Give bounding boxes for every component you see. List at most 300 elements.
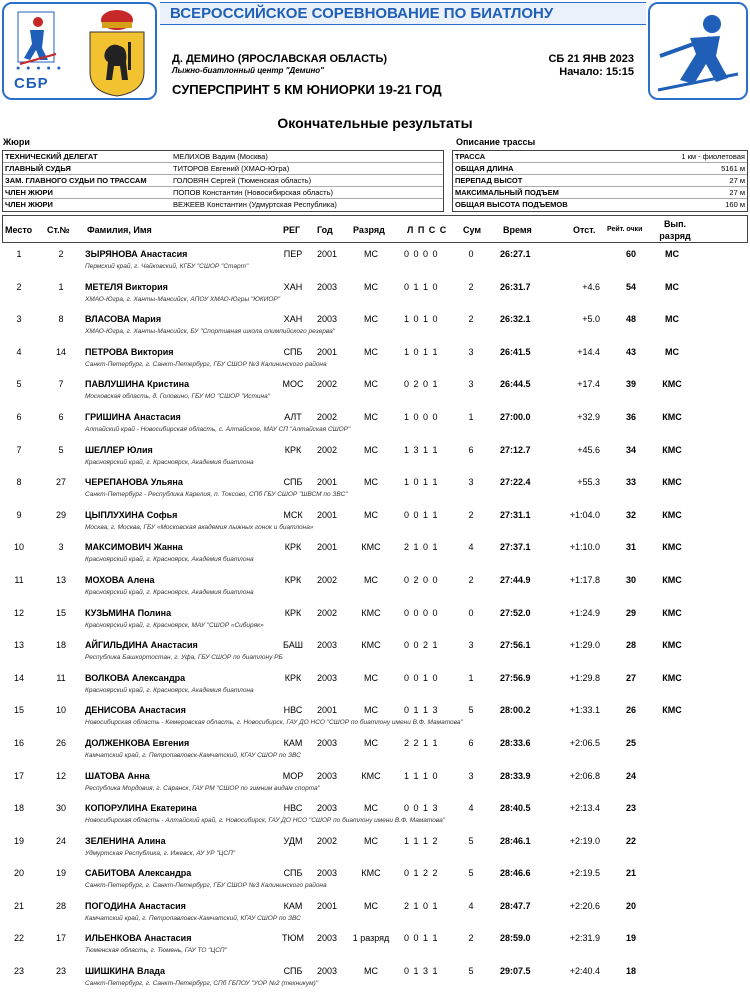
rank-cell: КМС [361,607,381,618]
place-cell: 12 [13,607,24,618]
place-cell: 6 [16,411,22,422]
track-value: 27 м [729,188,745,197]
athlete-name: ИЛЬЕНКОВА Анастасия [85,933,192,944]
place-cell: 22 [13,933,24,944]
place-cell: 9 [16,509,22,520]
shooting-cell: 1 3 1 1 [404,444,439,455]
behind-cell: +1:33.1 [569,705,600,716]
bib-cell: 6 [58,411,64,422]
place-cell: 7 [16,444,22,455]
points-cell: 23 [625,803,636,814]
shooting-cell: 1 0 1 1 [404,477,439,488]
behind-cell: +2:06.8 [569,770,600,781]
penalty-sum-cell: 1 [468,411,474,422]
region-cell: МОС [282,379,304,390]
shooting-cell: 0 1 1 0 [404,281,439,292]
points-cell: 29 [625,607,636,618]
points-cell: 26 [625,705,636,716]
athlete-name: КОПОРУЛИНА Екатерина [85,803,197,814]
athlete-name: КУЗЬМИНА Полина [85,607,172,618]
rank-cell: МС [364,411,378,422]
shooting-cell: 0 1 1 3 [404,705,439,716]
organization: Камчатский край, г. Петропавловск-Камчатский, КГАУ СШОР по ЗВС [85,751,301,759]
achieved-rank-cell: КМС [662,444,682,455]
time-cell: 26:27.1 [500,249,531,259]
sbr-logo-text: СБР [14,75,49,92]
region-cell: КАМ [283,737,303,748]
behind-cell: +5.0 [582,314,600,325]
rank-cell: МС [364,249,378,259]
region-cell: КРК [284,542,302,553]
year-cell: 2002 [316,607,338,618]
penalty-sum-cell: 5 [468,705,474,716]
organization: Санкт-Петербург, г. Санкт-Петербург, ГБУ СШОР №3 Калининского района [85,360,327,368]
year-cell: 2003 [316,314,338,325]
athlete-name: ПОГОДИНА Анастасия [85,900,186,911]
year-cell: 2002 [316,444,338,455]
rank-cell: КМС [361,770,381,781]
rank-cell: МС [364,672,378,683]
penalty-sum-cell: 4 [468,803,474,814]
points-cell: 21 [625,868,636,879]
year-cell: 2002 [316,835,338,846]
region-cell: КРК [284,607,302,618]
jury-label: Жюри [3,137,30,147]
place-cell: 23 [13,966,24,977]
table-row [0,732,750,765]
penalty-sum-cell: 4 [468,542,474,553]
year-cell: 2003 [316,281,338,292]
track-value: 5161 м [721,164,745,173]
penalty-sum-cell: 3 [468,346,474,357]
federation-logo [2,2,157,100]
penalty-sum-cell: 2 [468,314,474,325]
bib-cell: 13 [55,574,66,585]
time-cell: 26:32.1 [500,314,531,325]
bib-cell: 7 [58,379,64,390]
place-cell: 15 [13,705,24,716]
place-cell: 19 [13,835,24,846]
athlete-name: ДЕНИСОВА Анастасия [85,705,186,716]
col-bib: Ст.№ [47,225,70,235]
bib-cell: 17 [55,933,66,944]
rank-cell: МС [364,574,378,585]
year-cell: 2002 [316,574,338,585]
year-cell: 2001 [316,542,338,553]
organization: Московская область, д. Головино, ГБУ МО "СШОР "Истина" [85,393,271,401]
shooting-cell: 0 1 2 2 [404,868,439,879]
col-year: Год [317,225,333,235]
time-cell: 29:07.5 [500,966,531,977]
behind-cell: +4.6 [582,281,600,292]
shooting-cell: 1 0 1 1 [404,346,439,357]
achieved-rank-cell: МС [665,346,679,357]
organization: ХМАО-Югра, г. Ханты-Мансийск, БУ "Спортивная школа олимпийского резерва" [85,328,335,336]
rank-cell: МС [364,705,378,716]
shooting-cell: 0 0 0 0 [404,249,439,259]
organization: Красноярский край, г. Красноярск, Академия биатлона [85,588,254,596]
rank-cell: МС [364,477,378,488]
results-table-body [0,243,750,993]
penalty-sum-cell: 0 [468,607,474,618]
yaroslavl-coat-of-arms-icon [82,6,152,98]
rank-cell: МС [364,314,378,325]
points-cell: 34 [625,444,636,455]
region-cell: ХАН [283,314,303,325]
year-cell: 2002 [316,411,338,422]
time-cell: 28:33.6 [500,737,531,748]
behind-cell: +17.4 [577,379,600,390]
year-cell: 2001 [316,249,338,259]
region-cell: КАМ [283,900,303,911]
athlete-name: ПЕТРОВА Виктория [85,346,174,357]
region-cell: КРК [284,444,302,455]
place-cell: 20 [13,868,24,879]
table-row [0,243,750,276]
athlete-name: ЦЫПЛУХИНА Софья [85,509,178,520]
place-cell: 1 [16,249,22,259]
table-row [0,276,750,309]
shooting-cell: 2 1 0 1 [404,900,439,911]
region-cell: ТЮМ [281,933,305,944]
table-row [0,765,750,798]
year-cell: 2003 [316,803,338,814]
year-cell: 2003 [316,640,338,651]
behind-cell: +1:29.8 [569,672,600,683]
competition-title-bar [160,2,646,24]
place-cell: 3 [16,314,22,325]
place-cell: 11 [14,574,24,585]
year-cell: 2003 [316,770,338,781]
place-cell: 14 [13,672,24,683]
shooting-cell: 0 1 3 1 [404,966,439,977]
penalty-sum-cell: 4 [468,900,474,911]
time-cell: 26:31.7 [500,281,531,292]
track-value: 1 км - фиолетовая [681,152,745,161]
bib-cell: 15 [55,607,66,618]
points-cell: 48 [625,314,636,325]
organization: Тюменская область, г. Тюмень, ГАУ ТО "ЦСП" [85,947,227,955]
bib-cell: 3 [58,542,64,553]
table-row [0,830,750,863]
biathlon-logo [648,2,748,100]
region-cell: НВС [283,705,303,716]
points-cell: 54 [625,281,636,292]
venue: Д. ДЕМИНО (ЯРОСЛАВСКАЯ ОБЛАСТЬ) [172,53,388,65]
time-cell: 28:00.2 [500,705,531,716]
athlete-name: ШЕЛЛЕР Юлия [85,444,153,455]
year-cell: 2001 [316,477,338,488]
rank-cell: МС [364,509,378,520]
bib-cell: 26 [55,737,66,748]
penalty-sum-cell: 2 [468,574,474,585]
rank-cell: МС [364,346,378,357]
behind-cell: +32.9 [577,411,600,422]
bib-cell: 8 [58,314,64,325]
region-cell: СПБ [283,477,303,488]
year-cell: 2003 [316,737,338,748]
track-value: 160 м [725,200,745,209]
track-row [453,163,747,175]
organization: Новосибирская область - Кемеровская область, г. Новосибирск, ГАУ ДО НСО "СШОР по биатлону имени В.Ф. Маматова" [85,719,463,727]
time-cell: 27:00.0 [500,411,531,422]
table-row [0,634,750,667]
table-row [0,862,750,895]
time-cell: 27:37.1 [500,542,531,553]
penalty-sum-cell: 3 [468,379,474,390]
behind-cell: +1:17.8 [569,574,600,585]
penalty-sum-cell: 2 [468,281,474,292]
bib-cell: 29 [55,509,66,520]
jury-name: ТИТОРОВ Евгений (ХМАО-Югра) [173,164,290,173]
bib-cell: 12 [55,770,66,781]
behind-cell: +2:31.9 [569,933,600,944]
achieved-rank-cell: КМС [662,477,682,488]
jury-row [3,175,443,187]
race-date: СБ 21 ЯНВ 2023 [548,53,634,65]
region-cell: СПБ [283,868,303,879]
jury-role: ГЛАВНЫЙ СУДЬЯ [5,164,71,173]
year-cell: 2003 [316,966,338,977]
col-place: Место [5,225,33,235]
behind-cell: +1:10.0 [569,542,600,553]
shooting-cell: 1 0 0 0 [404,411,439,422]
penalty-sum-cell: 1 [468,672,474,683]
year-cell: 2003 [316,868,338,879]
col-points: Рейт. очки [607,226,643,233]
region-cell: КРК [284,672,302,683]
col-sum: Сум [463,225,482,235]
table-row [0,699,750,732]
achieved-rank-cell: КМС [662,542,682,553]
jury-name: ГОЛОВЯН Сергей (Тюменская область) [173,176,312,185]
track-table [452,150,748,212]
shooting-cell: 0 2 0 0 [404,574,439,585]
col-time: Время [503,225,532,235]
behind-cell: +2:19.0 [569,835,600,846]
athlete-name: ШИШКИНА Влада [85,966,165,977]
organization: Республика Мордовия, г. Саранск, ГАУ РМ "СШОР по зимним видам спорта" [85,784,320,792]
table-row [0,895,750,928]
track-key: МАКСИМАЛЬНЫЙ ПОДЪЕМ [455,188,559,197]
track-label: Описание трассы [456,137,536,147]
behind-cell: +2:06.5 [569,737,600,748]
time-cell: 28:59.0 [500,933,531,944]
track-row [453,151,747,163]
bib-cell: 24 [55,835,66,846]
behind-cell: +1:29.0 [569,640,600,651]
behind-cell: +1:24.9 [569,607,600,618]
table-row [0,797,750,830]
shooting-cell: 0 0 0 0 [404,607,439,618]
col-achieved: Вып. разряд [659,219,691,241]
organization: Алтайский край - Новосибирская область, с. Алтайское, МАУ СП "Алтайская СШОР" [85,425,351,433]
jury-role: ЧЛЕН ЖЮРИ [5,188,53,197]
bib-cell: 18 [55,640,66,651]
athlete-name: ДОЛЖЕНКОВА Евгения [85,737,190,748]
place-cell: 10 [13,542,24,553]
venue-center: Лыжно-биатлонный центр "Демино" [172,66,324,75]
region-cell: АЛТ [284,411,302,422]
organization: Санкт-Петербург, г. Санкт-Петербург, СПб ГБПОУ "УОР №2 (техникум)" [85,980,319,988]
behind-cell: +45.6 [577,444,600,455]
organization: Москва, г. Москва, ГБУ «Московская академия лыжных гонок и биатлона» [85,523,314,531]
athlete-name: ПАВЛУШИНА Кристина [85,379,190,390]
shooting-cell: 0 0 1 3 [404,803,439,814]
region-cell: СПБ [283,346,303,357]
time-cell: 28:47.7 [500,900,531,911]
rank-cell: МС [364,444,378,455]
organization: Красноярский край, г. Красноярск, МАУ "СШОР «Сибиряк» [85,621,264,629]
points-cell: 28 [625,640,636,651]
jury-name: МЕЛИХОВ Вадим (Москва) [173,152,268,161]
table-row [0,341,750,374]
athlete-name: ВОЛКОВА Александра [85,672,186,683]
place-cell: 8 [16,477,22,488]
table-row [0,308,750,341]
organization: Санкт-Петербург - Республика Карелия, п. Токсово, СПб ГБУ СШОР "ШВСМ по ЗВС" [85,491,348,499]
time-cell: 26:41.5 [500,346,531,357]
penalty-sum-cell: 0 [468,249,474,259]
points-cell: 31 [625,542,636,553]
penalty-sum-cell: 5 [468,868,474,879]
bib-cell: 5 [58,444,64,455]
time-cell: 27:52.0 [500,607,531,618]
region-cell: МОР [282,770,304,781]
table-row [0,471,750,504]
organization: Камчатский край, г. Петропавловск-Камчатский, КГАУ СШОР по ЗВС [85,914,301,922]
rank-cell: МС [364,281,378,292]
organization: Красноярский край, г. Красноярск, Академия биатлона [85,556,254,564]
year-cell: 2001 [316,346,338,357]
achieved-rank-cell: КМС [662,509,682,520]
track-key: ОБЩАЯ ВЫСОТА ПОДЪЕМОВ [455,200,568,209]
jury-name: ВЕЖЕЕВ Константин (Удмуртская Республика) [173,200,337,209]
time-cell: 27:44.9 [500,574,531,585]
achieved-rank-cell: МС [665,249,679,259]
title-divider [160,24,646,25]
shooting-cell: 2 2 1 1 [404,737,439,748]
points-cell: 24 [625,770,636,781]
jury-role: ЧЛЕН ЖЮРИ [5,200,53,209]
region-cell: БАШ [283,640,303,651]
track-row [453,175,747,187]
bib-cell: 2 [58,249,64,259]
region-cell: МСК [283,509,303,520]
table-row [0,927,750,960]
shooting-cell: 0 0 1 0 [404,672,439,683]
points-cell: 30 [625,574,636,585]
rank-cell: МС [364,737,378,748]
region-cell: СПБ [283,966,303,977]
shooting-cell: 0 0 1 1 [404,933,439,944]
behind-cell: +2:19.5 [569,868,600,879]
track-key: ПЕРЕПАД ВЫСОТ [455,176,523,185]
table-row [0,439,750,472]
athlete-name: ШАТОВА Анна [85,770,150,781]
achieved-rank-cell: КМС [662,672,682,683]
race-start-time: Начало: 15:15 [559,66,634,78]
rank-cell: КМС [361,542,381,553]
table-row [0,667,750,700]
jury-row [3,187,443,199]
col-rank: Разряд [353,225,385,235]
rank-cell: 1 разряд [352,933,390,944]
region-cell: ПЕР [283,249,303,259]
achieved-rank-cell: КМС [662,705,682,716]
jury-row [3,163,443,175]
achieved-rank-cell: КМС [662,411,682,422]
athlete-name: ЗЕЛЕНИНА Алина [85,835,166,846]
organization: Республика Башкортостан, г. Уфа, ГБУ СШОР по биатлону РБ [85,654,283,662]
time-cell: 27:12.7 [500,444,531,455]
track-row [453,187,747,199]
points-cell: 22 [625,835,636,846]
shooting-cell: 0 0 2 1 [404,640,439,651]
table-row [0,536,750,569]
year-cell: 2003 [316,672,338,683]
behind-cell: +2:20.6 [569,900,600,911]
track-key: ОБЩАЯ ДЛИНА [455,164,514,173]
event-title: СУПЕРСПРИНТ 5 КМ ЮНИОРКИ 19-21 ГОД [172,82,442,97]
penalty-sum-cell: 3 [468,640,474,651]
place-cell: 4 [16,346,22,357]
rank-cell: МС [364,900,378,911]
behind-cell: +2:13.4 [569,803,600,814]
organization: Красноярский край, г. Красноярск, Академия биатлона [85,458,254,466]
col-region: РЕГ [283,225,301,235]
behind-cell: +14.4 [577,346,600,357]
points-cell: 27 [625,672,636,683]
athlete-name: МОХОВА Алена [85,574,155,585]
bib-cell: 14 [55,346,66,357]
time-cell: 26:44.5 [500,379,531,390]
time-cell: 27:56.1 [500,640,531,651]
time-cell: 28:33.9 [500,770,531,781]
place-cell: 2 [16,281,22,292]
place-cell: 13 [13,640,24,651]
shooting-cell: 1 0 1 0 [404,314,439,325]
behind-cell: +2:40.4 [569,966,600,977]
jury-row [3,199,443,211]
points-cell: 18 [625,966,636,977]
achieved-rank-cell: МС [665,281,679,292]
rank-cell: КМС [361,868,381,879]
results-title: Окончательные результаты [277,115,473,131]
penalty-sum-cell: 3 [468,770,474,781]
region-cell: УДМ [283,835,303,846]
organization: Новосибирская область - Алтайский край, г. Новосибирск, ГАУ ДО НСО "СШОР по биатлону имени В.Ф. Маматова" [85,817,446,825]
bib-cell: 10 [55,705,66,716]
place-cell: 21 [13,900,24,911]
athlete-name: МЕТЕЛЯ Виктория [85,281,168,292]
jury-role: ТЕХНИЧЕСКИЙ ДЕЛЕГАТ [5,152,98,161]
shooting-cell: 1 1 1 0 [404,770,439,781]
bib-cell: 27 [55,477,66,488]
points-cell: 25 [625,737,636,748]
col-name: Фамилия, Имя [87,225,152,235]
bib-cell: 1 [58,281,64,292]
achieved-rank-cell: КМС [662,607,682,618]
track-row [453,199,747,211]
table-row [0,406,750,439]
table-row [0,960,750,993]
achieved-rank-cell: КМС [662,640,682,651]
bib-cell: 11 [56,672,66,683]
behind-cell: +1:04.0 [569,509,600,520]
athlete-name: ГРИШИНА Анастасия [85,411,181,422]
rank-cell: МС [364,379,378,390]
